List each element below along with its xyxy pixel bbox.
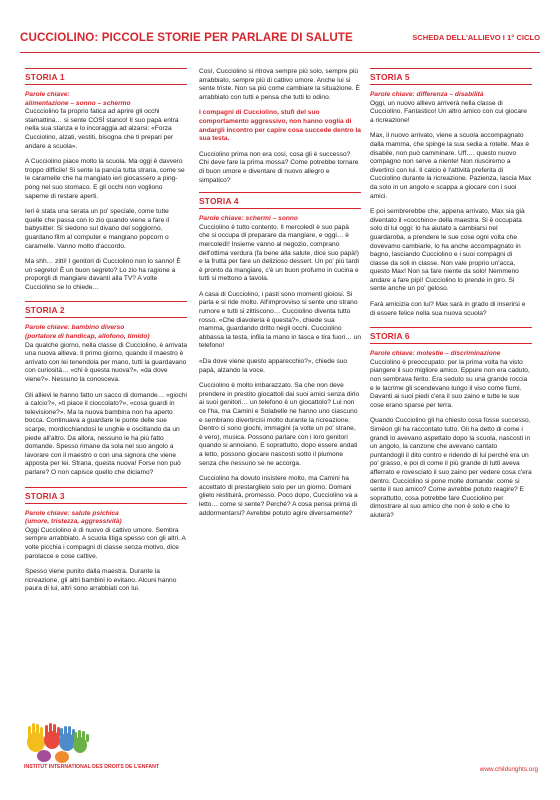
story-paragraph: Farà amicizia con lui? Max sarà in grado di inserirsi e di essere felice nella sua nuova scuola? [370, 301, 526, 317]
story-5 [370, 68, 532, 318]
story-title: STORIA 6 [370, 327, 532, 344]
story-paragraph: «Da dove viene questo apparecchio?», chiede suo papà, alzando la voce. [199, 358, 348, 374]
page-header [20, 28, 540, 50]
institute-logo [22, 722, 160, 774]
story-paragraph: Max, il nuovo arrivato, viene a scuola accompagnato dalla mamma, che spinge la sua sedia a rotelle. Max è disabile, non può camminare. Uff…. questo nuovo compagno non serve a niente! Non riusciremo a divertirci con lui. Il calcio è l'attività preferita di Cucciolino durante la ricreazione. Pazienza, lascia Max da solo in un angolo e scappa a giocare con i suoi amici. [370, 132, 532, 200]
story-paragraph: Così, Cucciolino si ritrova sempre più solo, sempre più arrabbiato, sempre più di cattivo umore. Anche lui si sente triste. Non sa più come cambiare la situazione. È arrabbiato con tutti e pensa che tutti lo odino. [199, 68, 360, 101]
column-left [25, 68, 187, 603]
story-keywords-label: Parole chiave: schermi – sonno [199, 215, 298, 223]
story-paragraph: Ieri è stata una serata un po' speciale, come tutte quelle che passa con lo zio quando viene a fare il babysitter. Si siedono sul divano del soggiorno, guardano film al computer e mangiano popcorn o caramelle. Vanno molto d'accordo. [25, 208, 170, 250]
footer-url-link[interactable]: www.childsrights.org [479, 766, 538, 773]
story-4 [199, 192, 361, 518]
story-keywords-label: Parole chiave: differenza – disabilità [370, 91, 484, 98]
story-keywords: (portatore di handicap, allofono, timido) [25, 333, 150, 341]
column-middle [199, 68, 361, 527]
story-title: STORIA 2 [25, 301, 187, 318]
story-paragraph: Da qualche giorno, nella classe di Cucciolino, è arrivata una nuova allieva. Il primo giorno, quando il maestro è arrivato con lei tenendola per mano, tutti la guardavano con curiosità… «chi è questa nuova?», «da dove viene?». Nessuno la conosceva. [25, 341, 188, 384]
story-title: STORIA 5 [370, 68, 532, 85]
story-paragraph: Cucciolino ha dovuto insistere molto, ma Camini ha accettato di prestarglielo solo per un giorno. Domani glielo restituirà, promesso. Poco dopo, Cucciolino va a letto… come si sente? Perché? A cosa pensa prima di addormentarsi? Avrebbe potuto agire diversamente? [199, 475, 358, 517]
story-keywords: alimentazione – sonno – schermo [25, 99, 131, 107]
story-2 [25, 301, 187, 477]
story-paragraph: Cucciolino è molto imbarazzato. Sa che non deve prendere in prestito giocattoli dai suoi amici senza dirlo ai suoi genitori… un telefono è un giocattolo? Lui non ce l'ha, ma Camini e Solabelle ne hanno uno ciascuno e sembrano divertircisi molto durante la ricreazione. Dentro ci sono giochi, immagini (a volte un po' strane, è vero), musica. Possono parlare con i loro genitori quando si annoiano. E soprattutto, dopo essere andati a letto, possono giocare nascosti sotto il piumone senza che nessuno se ne accorga. [199, 382, 360, 467]
page-title: CUCCIOLINO: PICCOLE STORIE PER PARLARE DI SALUTE [20, 31, 353, 44]
story-paragraph: Cucciolino è tutto contento. Il mercoledì è suo papà che si occupa di preparare da mangiare, e oggi… è mercoledì! Insieme vanno al negozio, comprano dell'ottima verdura (fa bene alla salute, dice suo papà!) e la frutta per fare un delizioso dessert. Un po' più tardi è pronto da mangiare, c'è un buon profumo in cucina e tutti si mettono a tavola. [199, 223, 359, 283]
story-keywords-label: Parole chiave: salute psichica [25, 509, 119, 517]
story-highlight-paragraph: I compagni di Cucciolino, stufi del suo comportamento aggressivo, non hanno voglia di andargli incontro per capire cosa succede dentro la sua testa. [199, 109, 361, 143]
story-paragraph: Oggi, un nuovo allievo arriverà nella classe di Cucciolino. Fantastico! Un altro amico con cui giocare a ricreazione! [370, 99, 527, 124]
page-subtitle: SCHEDA DELL'ALLIEVO I 1° CICLO [412, 33, 540, 42]
story-title: STORIA 1 [25, 68, 187, 85]
logo-text: INSTITUT INTERNATIONAL DES DROITS DE L'ENFANT [24, 764, 160, 770]
story-paragraph: E poi sembrerebbe che, appena arrivato, Max sia già diventato il «cocchino» della maestra. Si è occupata solo di lui oggi: lo ha aiutato a cambiarsi nel guardaroba, a prendere le sue cose ogni volta che dovevamo cambiarle, lo ha anche accompagnato in bagno, lasciando Cucciolino e i suoi compagni di classe da soli in classe. Non vale proprio un'acca, questo Max! Non sa fare niente da solo! Nemmeno andare a fare pipì! Cucciolino lo prende in giro. Si sente anche un po' geloso. [370, 208, 525, 293]
story-3 [25, 487, 187, 594]
hands-logo-icon [22, 722, 160, 774]
story-title: STORIA 4 [199, 192, 361, 209]
story-paragraph: Ma shh… zitti! I genitori di Cucciolino non lo sanno! È un segreto! È un buon segreto? Lo zio ha ragione a proporgli di mangiare davanti alla TV? A volte Cucciolino se lo chiede… [25, 258, 181, 291]
story-title: STORIA 3 [25, 487, 187, 504]
header-divider [20, 52, 540, 53]
story-keywords-label: Parole chiave: [25, 91, 70, 98]
story-paragraph: Oggi Cucciolino è di nuovo di cattivo umore. Sembra sempre arrabbiato. A scuola litiga spesso con gli altri. A volte picchia i compagni di classe senza motivo, dice parolacce e cose cattive. [25, 526, 186, 560]
story-1 [25, 68, 187, 292]
story-paragraph: Quando Cucciolino gli ha chiesto cosa fosse successo, Siméon gli ha raccontato tutto. Gli ha detto di come i grandi lo avevano aspettato dopo la scuola, nascosti in un angolo, la canzone che avevano cantato puntandogli il dito contro e ridendo di lui perché era un po' grasso, e poi di come il più grande di tutti aveva afferrato e rovesciato il suo zaino per vedere cosa c'era dentro. Cucciolino si pone molte domande: come si sente il suo amico? Come avrebbe potuto reagire? E soprattutto, cosa potrebbe fare Cucciolino per dimostrare al suo amico che non è solo e che lo aiuterà? [370, 417, 532, 519]
story-keywords-label: Parole chiave: molestie – discriminazione [370, 350, 501, 358]
story-paragraph: A casa di Cucciolino, i pasti sono momenti gioiosi. Si parla e si ride molto. All'improvviso si sente uno strano rumore e tutti si zittiscono… Cucciolino diventa tutto rosso. «Che diavoleria è questa?», chiede sua mamma, guardando dritto negli occhi. Cucciolino abbassa la testa, infila la mano in tasca e tira fuori… un telefono! [199, 290, 362, 350]
story-paragraph: Cucciolino è preoccupato: per la prima volta ha visto piangere il suo migliore amico. Eppure non era caduto, non sembrava ferito. Era seduto su una grande roccia e le lacrime gli scendevano lungo il viso come fiumi. Davanti ai suoi piedi c'era il suo zaino e tutte le sue cose erano sparse per terra. [370, 358, 530, 409]
column-right [370, 68, 532, 530]
story-paragraph: A Cucciolino piace molto la scuola. Ma oggi è davvero troppo difficile! Si sente la pancia tutta strana, come se le caramelle che ha mangiato ieri giocassero a ping-pong nel suo stomaco. E gli occhi non vogliono saperne di restare aperti. [25, 158, 185, 200]
story-6 [370, 327, 532, 520]
story-paragraph: Spesso viene punito dalla maestra. Durante la ricreazione, gli altri bambini lo evitano. Alcuni hanno paura di lui, altri sono arrabbiati con lui. [25, 568, 177, 593]
story-paragraph: Gli allievi le hanno fatto un sacco di domande… «giochi a calcio?», «ti piace il cioccolato?», «cosa guardi in televisione?». Ma la nuova bambina non ha aperto bocca. Continuava a guardare le punte delle sue scarpe, mordicchiandosi le unghie e oscillando da un piede all'altro. Da allora, nessuno le ha più fatto domande. Spesso rimane da sola nel suo angolo a lavorare con il maestro o con una signora che viene apposta per lei. Strana, questa nuova! Forse non può parlare? O non capisce quello che diciamo? [25, 391, 188, 476]
story-paragraph: Cuccciolino fa proprio fatica ad aprire gli occhi stamattina… si sente COSÌ stanco! Il suo papà entra nella sua stanza e lo incoraggia ad alzarsi: «Forza Cucciolino, alzati, vestiti, bisogna che ti prepari per andare a scuola». [25, 108, 179, 150]
story-paragraph: Cucciolino prima non era così, cosa gli è successo? Chi deve fare la prima mossa? Come potrebbe tornare di buon umore e diventare di nuovo allegro e simpatico? [199, 150, 359, 184]
story-keywords: (umore, tristezza, aggressività) [25, 518, 122, 526]
story-keywords-label: Parole chiave: bambino diverso [25, 324, 125, 332]
